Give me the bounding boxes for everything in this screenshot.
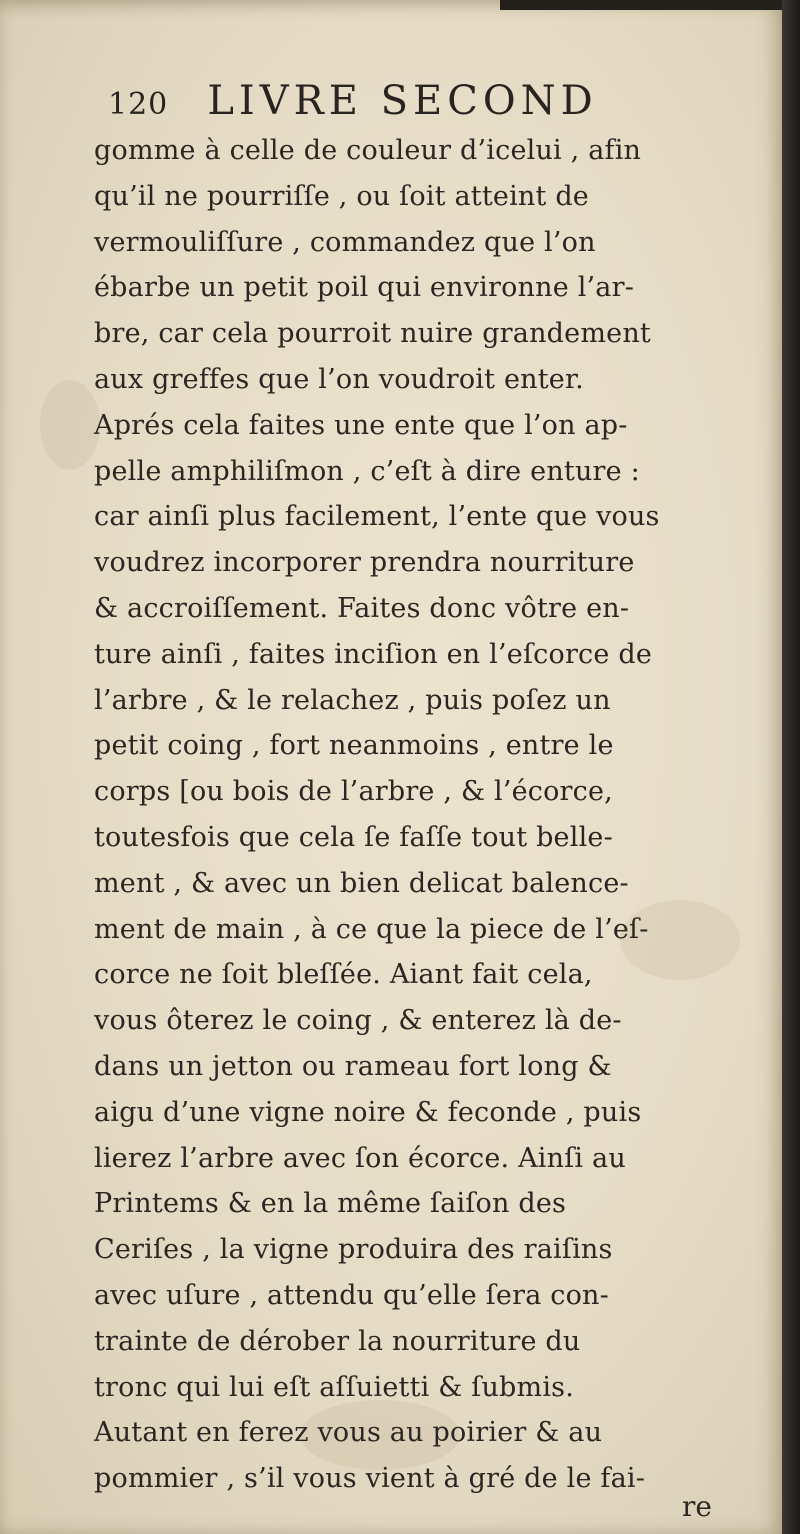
catchword: re [682,1490,712,1523]
text-line: corce ne ſoit bleſſée. Aiant fait cela, [94,959,593,991]
text-line: Autant en ferez vous au poirier & au [94,1417,603,1449]
text-line: toutesfois que cela ſe faſſe tout belle- [94,821,613,853]
body-text [94,128,774,1502]
text-line: aux greffes que l’on voudroit enter. [94,363,584,395]
text-line: pommier , s’il vous vient à gré de le fai- [94,1463,646,1495]
text-line: Printems & en la même ſaiſon des [94,1188,567,1220]
text-line: dans un jetton ou rameau fort long & [94,1050,612,1082]
text-line: & accroiſſement. Faites donc vôtre en- [94,592,630,624]
text-line: tronc qui lui eſt aſſuietti & ſubmis. [94,1371,575,1403]
scan-background [500,0,800,10]
text-line: ment de main , à ce que la piece de l’eſ- [94,913,649,945]
text-line: corps [ou bois de l’arbre , & l’écorce, [94,776,613,808]
text-line: avec uſure , attendu qu’elle ſera con- [94,1279,609,1311]
text-line: petit coing , fort neanmoins , entre le [94,730,614,762]
text-line: car ainſi plus facilement, l’ente que vous [94,501,660,533]
text-line: aigu d’une vigne noire & feconde , puis [94,1096,642,1128]
text-line: Aprés cela faites une ente que l’on ap- [94,409,628,441]
page-header [108,78,598,128]
text-line: gomme à celle de couleur d’icelui , afin [94,135,642,166]
page-stain [40,380,100,470]
text-line: ébarbe un petit poil qui environne l’ar- [94,272,635,304]
text-line: qu’il ne pourriſſe , ou ſoit atteint de [94,180,589,212]
text-line: voudrez incorporer prendra nourriture [94,547,635,579]
text-line: Ceriſes , la vigne produira des raiſins [94,1234,613,1266]
text-line: bre, car cela pourroit nuire grandement [94,318,651,350]
text-line: trainte de dérober la nourriture du [94,1325,581,1357]
text-line: vermouliſſure , commandez que l’on [94,226,596,258]
text-line: ture ainſi , faites inciſion en l’eſcorce de [94,638,653,670]
page-number: 120 [108,87,169,122]
text-line: pelle amphiliſmon , c’eſt à dire enture : [94,455,640,487]
text-line: lierez l’arbre avec ſon écorce. Ainſi au [94,1142,626,1174]
text-line: ment , & avec un bien delicat balence- [94,867,629,899]
book-edge [782,0,800,1534]
running-head: LIVRE SECOND [207,78,598,124]
text-line: l’arbre , & le relachez , puis poſez un [94,684,611,716]
text-line: vous ôterez le coing , & enterez là de- [94,1005,622,1037]
